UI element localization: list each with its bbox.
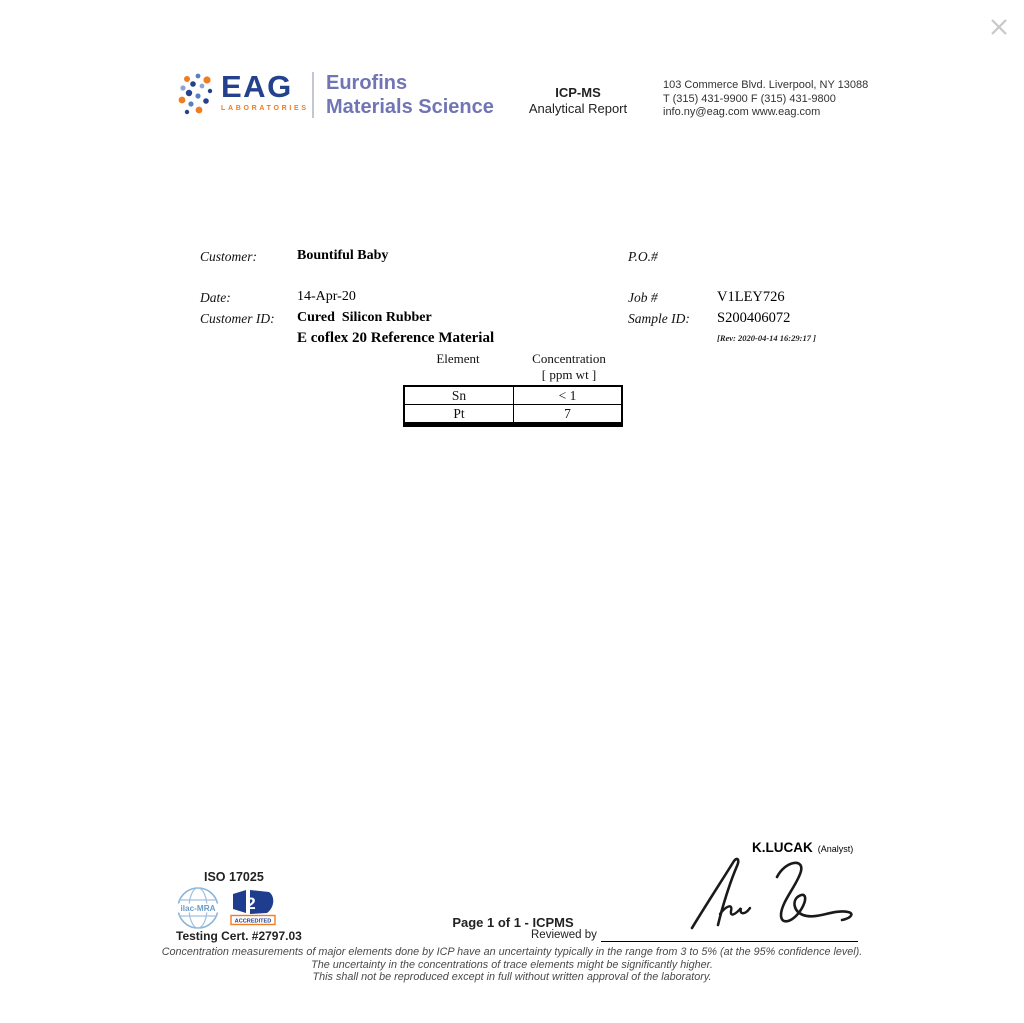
concentration-column-header: Concentration: [532, 351, 606, 366]
eurofins-logo-text: [326, 71, 494, 119]
reviewed-by-signature-line: [601, 941, 858, 942]
customer-id-label: Customer ID:: [200, 311, 275, 326]
job-value: V1LEY726: [717, 289, 785, 305]
a2la-accredited-logo-icon: [229, 888, 277, 926]
results-table-body: [403, 385, 623, 427]
customer-value: Bountiful Baby: [297, 248, 389, 263]
concentration-cell: < 1: [558, 388, 577, 403]
revision-stamp: [Rev: 2020-04-14 16:29:17 ]: [717, 333, 816, 343]
report-type: [518, 85, 638, 117]
svg-text:2: 2: [246, 894, 256, 913]
close-button[interactable]: [985, 13, 1013, 41]
logo-divider: [312, 72, 314, 118]
eag-logo-text: [221, 71, 309, 112]
eag-wordmark: EAG: [221, 69, 293, 104]
disclaimer-line2: The uncertainty in the concentrations of trace elements might be significantly higher.: [311, 958, 713, 971]
analyst-name: K.LUCAK: [752, 840, 813, 855]
iso-label: ISO 17025: [204, 870, 264, 884]
close-icon: [985, 13, 1013, 41]
page-number-label: Page 1 of 1 - ICPMS: [452, 915, 574, 930]
sample-id-label: Sample ID:: [628, 311, 690, 326]
table-row: [405, 387, 621, 405]
address-line3: info.ny@eag.com www.eag.com: [663, 106, 821, 118]
eurofins-line1: Eurofins: [326, 72, 408, 94]
address-line1: 103 Commerce Blvd. Liverpool, NY 13088: [663, 79, 869, 91]
disclaimer-line3: This shall not be reproduced except in full without written approval of the laboratory.: [312, 971, 712, 983]
eag-laboratories-label: LABORATORIES: [221, 105, 309, 112]
concentration-cell: 7: [564, 406, 571, 421]
reviewed-by-label: Reviewed by: [531, 929, 597, 941]
report-method: ICP-MS: [555, 85, 601, 100]
testing-cert-label: Testing Cert. #2797.03: [176, 929, 302, 943]
a2la-accredited-label: ACCREDITED: [234, 918, 272, 925]
lab-address-block: [663, 79, 868, 120]
eag-dots-logo-icon: [178, 72, 214, 118]
element-column-header: Element: [436, 351, 480, 366]
element-cell: Sn: [405, 387, 514, 404]
svg-text:ilac-MRA: ilac-MRA: [180, 903, 216, 913]
customer-id-value2: E coflex 20 Reference Material: [297, 330, 495, 346]
results-table-subheaders: [403, 367, 625, 383]
date-value: 14-Apr-20: [297, 289, 356, 304]
ilac-mra-logo-icon: [176, 886, 220, 930]
customer-label: Customer:: [200, 249, 257, 264]
results-table-headers: [403, 351, 625, 367]
analyst-signature: [680, 852, 865, 934]
address-line2: T (315) 431-9900 F (315) 431-9800: [663, 92, 836, 105]
report-title: Analytical Report: [528, 101, 628, 116]
units-subheader: [ ppm wt ]: [541, 367, 597, 382]
eurofins-line2: Materials Science: [326, 96, 494, 118]
disclaimer-line1: Concentration measurements of major elements done by ICP have an uncertainty typically in the range from 3 to 5% (at the 95% confidence level).: [161, 946, 863, 958]
table-row: [405, 405, 621, 422]
sample-id-value: S200406072: [717, 310, 791, 326]
analyst-role: (Analyst): [817, 844, 854, 854]
element-cell: Pt: [405, 405, 514, 422]
date-label: Date:: [200, 290, 231, 305]
results-table: [403, 351, 625, 427]
po-label: P.O.#: [628, 249, 658, 264]
job-label: Job #: [628, 290, 658, 305]
customer-id-value: Cured Silicon Rubber: [297, 310, 432, 325]
